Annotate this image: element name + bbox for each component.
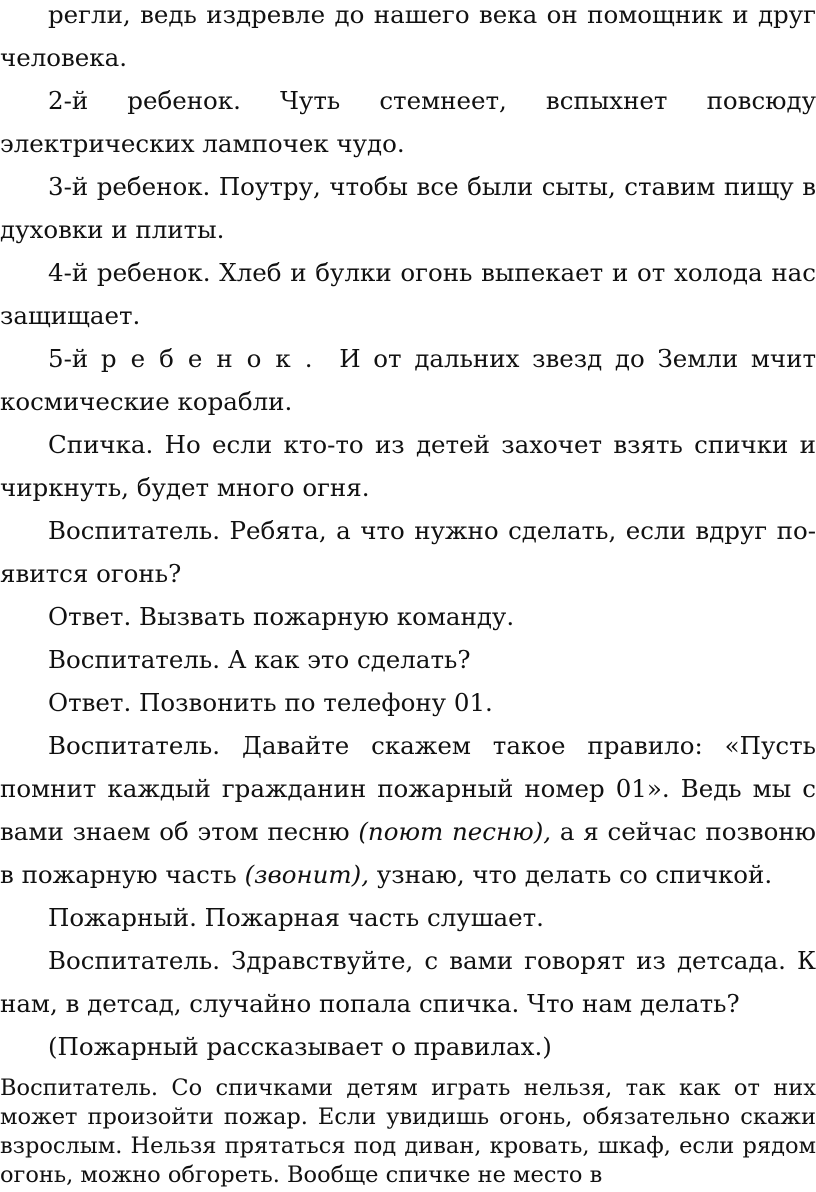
- paragraph-15: [0, 1074, 816, 1190]
- paragraph-11: [0, 724, 816, 896]
- paragraph-1-text: регли, ведь издревле до нашего века он помощник и друг человека.: [0, 0, 816, 72]
- paragraph-1: [0, 0, 816, 79]
- paragraph-11-text-1: Воспитатель. Давайте скажем такое правило: «Пусть помнит каждый гражданин пожарный номер 01». Ведь мы с вами знаем об этом песню: [0, 731, 816, 846]
- paragraph-5-text: И от дальних звезд до Земли мчит космические корабли.: [0, 344, 816, 416]
- paragraph-2-text: 2-й ребенок. Чуть стемнеет, вспыхнет повсюду электрических лампочек чудо.: [0, 86, 816, 158]
- paragraph-11-text-2: а я сейчас позвоню в пожарную часть: [0, 817, 816, 889]
- paragraph-4: [0, 251, 816, 337]
- paragraph-8-text: Ответ. Вызвать пожарную команду.: [48, 602, 515, 631]
- paragraph-5-spaced-word: ребенок.: [100, 344, 327, 373]
- paragraph-5-prefix: 5-й: [48, 344, 101, 373]
- paragraph-11-italic-2: (звонит),: [244, 860, 369, 889]
- paragraph-7: [0, 509, 816, 595]
- paragraph-10-text: Ответ. Позвонить по телефону 01.: [48, 688, 493, 717]
- paragraph-3: [0, 165, 816, 251]
- paragraph-9: [0, 638, 816, 681]
- paragraph-5: [0, 337, 816, 423]
- paragraph-7-text: Воспитатель. Ребята, а что нужно сделать, если вдруг по-явится огонь?: [0, 516, 816, 588]
- paragraph-15-text: Воспитатель. Со спичками детям играть нельзя, так как от них может произойти пожар. Если увидишь огонь, обязательно скажи взрослым. Нельзя прятаться под диван, кровать, шкаф, если рядом огонь, можно обгореть. Вообще спичке не место в: [0, 1075, 816, 1188]
- paragraph-13: [0, 939, 816, 1025]
- paragraph-2: [0, 79, 816, 165]
- paragraph-12: [0, 896, 816, 939]
- paragraph-10: [0, 681, 816, 724]
- paragraph-14-text: (Пожарный рассказывает о правилах.): [48, 1032, 552, 1061]
- paragraph-14: [0, 1025, 816, 1068]
- paragraph-13-text: Воспитатель. Здравствуйте, с вами говорят из детсада. К нам, в детсад, случайно попала спичка. Что нам делать?: [0, 946, 816, 1018]
- paragraph-9-text: Воспитатель. А как это сделать?: [48, 645, 471, 674]
- paragraph-11-text-3: узнаю, что делать со спичкой.: [369, 860, 773, 889]
- paragraph-3-text: 3-й ребенок. Поутру, чтобы все были сыты, ставим пищу в духовки и плиты.: [0, 172, 816, 244]
- paragraph-6: [0, 423, 816, 509]
- paragraph-6-text: Спичка. Но если кто-то из детей захочет взять спички и чиркнуть, будет много огня.: [0, 430, 816, 502]
- paragraph-8: [0, 595, 816, 638]
- paragraph-4-text: 4-й ребенок. Хлеб и булки огонь выпекает и от холода нас защищает.: [0, 258, 816, 330]
- paragraph-12-text: Пожарный. Пожарная часть слушает.: [48, 903, 544, 932]
- paragraph-11-italic-1: (поют песню),: [358, 817, 552, 846]
